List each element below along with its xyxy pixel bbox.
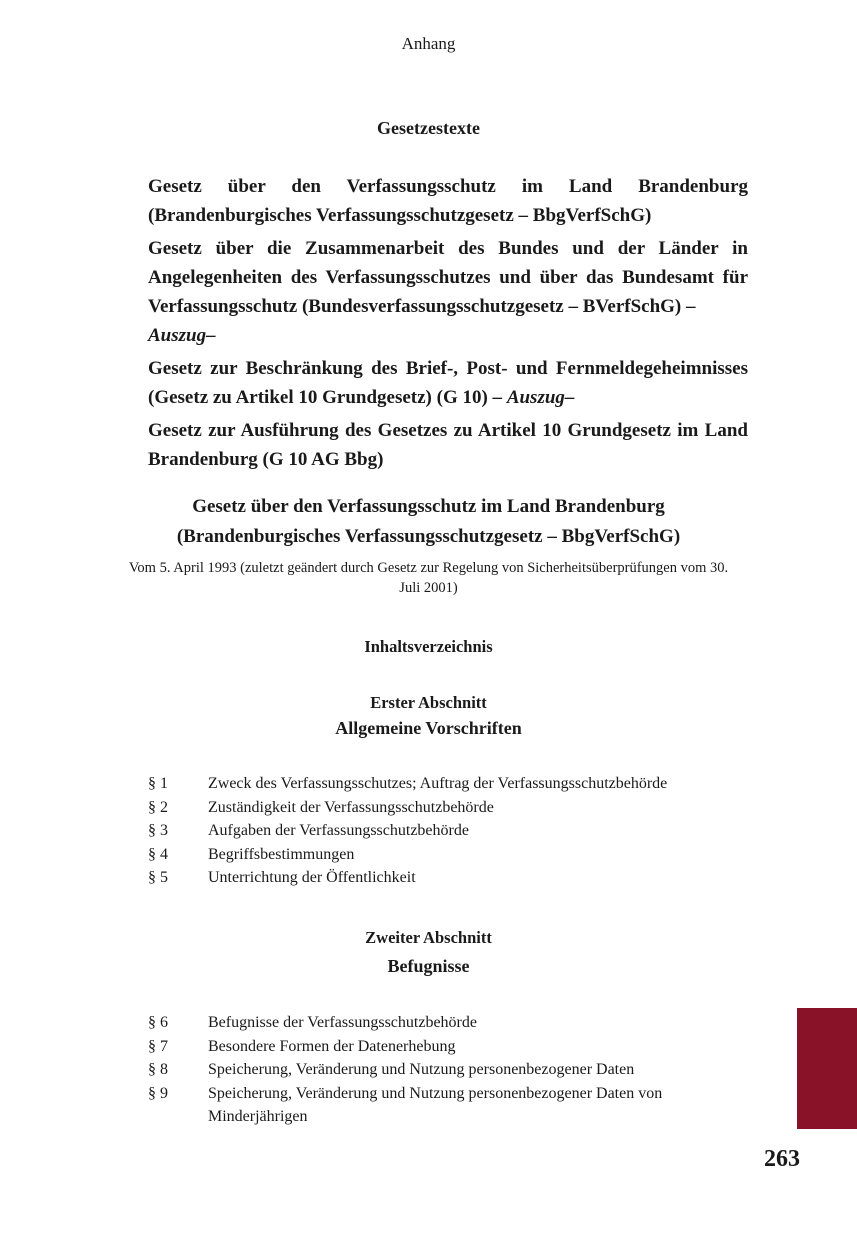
toc-num: § 9 <box>148 1084 168 1102</box>
toc-text: Speicherung, Veränderung und Nutzung personenbezogener Daten <box>208 1061 635 1078</box>
toc-text: Unterrichtung der Öffentlichkeit <box>208 869 416 886</box>
toc-entry <box>148 819 748 843</box>
law-item <box>148 172 748 230</box>
law-item <box>148 234 748 350</box>
toc-title: Inhaltsverzeichnis <box>364 637 493 656</box>
page-number: 263 <box>764 1146 800 1172</box>
law-title: Gesetz zur Ausführung des Gesetzes zu Artikel 10 Grundgesetz im Land Brandenburg (G 10 AG Bbg) <box>148 420 748 470</box>
toc-entry <box>148 1035 748 1059</box>
toc-num: § 4 <box>148 845 168 863</box>
toc-entry <box>148 1058 748 1082</box>
toc-entry <box>148 866 748 890</box>
toc-text: Zuständigkeit der Verfassungsschutzbehörde <box>208 798 494 816</box>
toc-text: Speicherung, Veränderung und Nutzung personenbezogener Daten von Minderjährigen <box>208 1084 663 1125</box>
section-1-title: Allgemeine Vorschriften <box>335 718 522 738</box>
toc-entry <box>148 843 748 867</box>
law-heading-line2: (Brandenburgisches Verfassungsschutzgesetz – BbgVerfSchG) <box>176 526 681 547</box>
law-title: Gesetz über die Zusammenarbeit des Bundes und der Länder in Angelegenheiten des Verfassungsschutzes und über das Bundesamt für Verfassungsschutz (Bundesverfassungsschutzgesetz – BVerfSchG) – <box>148 238 748 317</box>
law-date-note: Vom 5. April 1993 (zuletzt geändert durch Gesetz zur Regelung von Sicherheitsüberprüfungen vom 30. Juli 2001) <box>128 560 729 596</box>
toc-entry <box>148 772 748 796</box>
toc-list-section-2 <box>148 1011 748 1129</box>
toc-num: § 2 <box>148 798 168 816</box>
toc-entry <box>148 796 748 820</box>
law-title: Gesetz zur Beschränkung des Brief-, Post- und Fernmeldegeheimnisses (Gesetz zu Artikel 10 Grundgesetz) (G 10) – <box>148 358 748 408</box>
toc-list-section-1 <box>148 772 748 890</box>
section-title: Gesetzestexte <box>377 118 480 138</box>
toc-text: Befugnisse der Verfassungsschutzbehörde <box>208 1014 477 1031</box>
section-2-title: Befugnisse <box>387 956 470 976</box>
toc-num: § 5 <box>148 869 168 886</box>
law-item <box>148 416 748 474</box>
toc-entry <box>148 1082 748 1129</box>
toc-num: § 6 <box>148 1014 168 1031</box>
law-heading-line1: Gesetz über den Verfassungsschutz im Land Brandenburg <box>192 496 665 517</box>
running-header: Anhang <box>401 34 456 53</box>
law-item <box>148 354 748 412</box>
section-1-label: Erster Abschnitt <box>370 693 487 712</box>
toc-text: Besondere Formen der Datenerhebung <box>208 1037 456 1055</box>
toc-text: Zweck des Verfassungsschutzes; Auftrag der Verfassungsschutzbehörde <box>208 775 668 792</box>
toc-num: § 1 <box>148 775 168 792</box>
law-list <box>148 172 748 478</box>
toc-entry <box>148 1011 748 1035</box>
law-heading <box>0 492 857 598</box>
toc-text: Aufgaben der Verfassungsschutzbehörde <box>208 822 469 839</box>
section-2-label: Zweiter Abschnitt <box>365 928 492 947</box>
thumb-index-tab <box>797 1008 857 1129</box>
toc-num: § 3 <box>148 822 168 839</box>
toc-num: § 8 <box>148 1061 168 1078</box>
toc-text: Begriffsbestimmungen <box>208 845 355 863</box>
toc-num: § 7 <box>148 1037 168 1055</box>
law-title: Gesetz über den Verfassungsschutz im Land Brandenburg (Brandenburgisches Verfassungsschutzgesetz – BbgVerfSchG) <box>148 176 748 226</box>
law-extract-note: Auszug– <box>506 387 575 408</box>
law-extract-note: Auszug– <box>148 325 216 346</box>
